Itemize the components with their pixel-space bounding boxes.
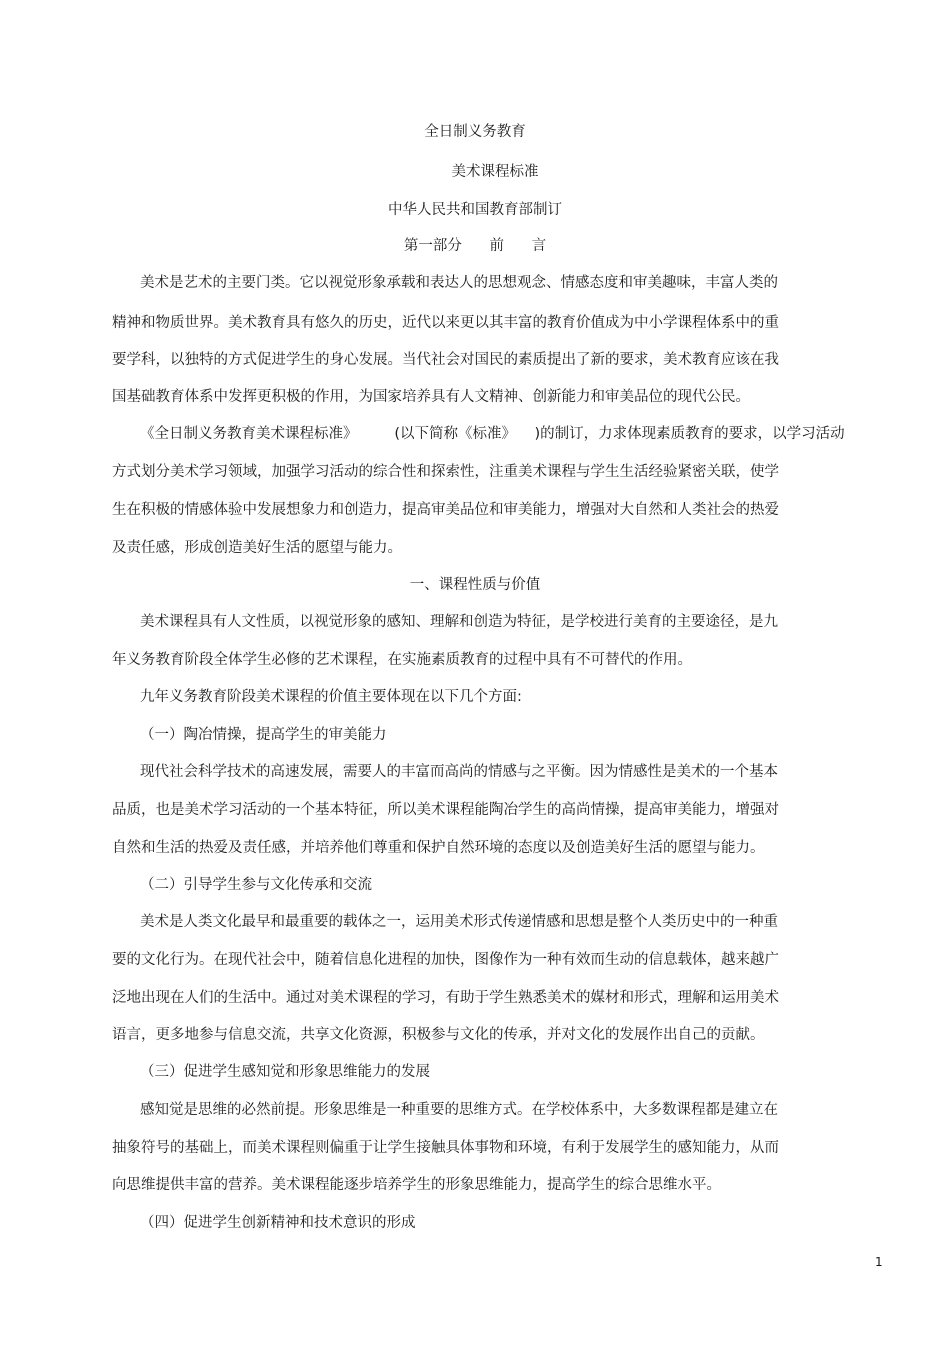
preface-p1-line1: 美术是艺术的主要门类。它以视觉形象承载和表达人的思想观念、情感态度和审美趣味，丰富人类的: [140, 275, 778, 291]
sub2-line3: 泛地出现在人们的生活中。通过对美术课程的学习，有助于学生熟悉美术的媒材和形式，理解和运用美术: [112, 990, 779, 1006]
preface-p1-line4: 国基础教育体系中发挥更积极的作用，为国家培养具有人文精神、创新能力和审美品位的现代公民。: [112, 389, 750, 405]
sub4-heading: （四）促进学生创新精神和技术意识的形成: [140, 1215, 416, 1231]
preface-p2-line2: 方式划分美术学习领域，加强学习活动的综合性和探索性，注重美术课程与学生生活经验紧密关联，使学: [112, 464, 779, 480]
doc-title-line1: 全日制义务教育: [424, 124, 526, 140]
preface-p2-line3: 生在积极的情感体验中发展想象力和创造力，提高审美品位和审美能力，增强对大自然和人类社会的热爱: [112, 502, 779, 518]
sub1-line3: 自然和生活的热爱及责任感，并培养他们尊重和保护自然环境的态度以及创造美好生活的愿望与能力。: [112, 840, 765, 856]
sub2-line1: 美术是人类文化最早和最重要的载体之一，运用美术形式传递情感和思想是整个人类历史中的一种重: [140, 914, 778, 930]
section1-p1-line1: 美术课程具有人文性质，以视觉形象的感知、理解和创造为特征，是学校进行美育的主要途径，是九: [140, 614, 778, 630]
sub1-line2: 品质，也是美术学习活动的一个基本特征，所以美术课程能陶冶学生的高尚情操，提高审美能力，增强对: [112, 802, 779, 818]
preface-p1-line2: 精神和物质世界。美术教育具有悠久的历史，近代以来更以其丰富的教育价值成为中小学课程体系中的重: [112, 315, 779, 331]
part-heading: 第一部分 前 言: [403, 238, 547, 254]
sub1-heading: （一）陶冶情操，提高学生的审美能力: [140, 727, 387, 743]
sub2-line2: 要的文化行为。在现代社会中，随着信息化进程的加快，图像作为一种有效而生动的信息载体，越来越广: [112, 952, 779, 968]
sub3-line3: 向思维提供丰富的营养。美术课程能逐步培养学生的形象思维能力，提高学生的综合思维水平。: [112, 1177, 721, 1193]
preface-p1-line3: 要学科，以独特的方式促进学生的身心发展。当代社会对国民的素质提出了新的要求，美术教育应该在我: [112, 352, 779, 368]
sub3-line2: 抽象符号的基础上，而美术课程则偏重于让学生接触具体事物和环境，有利于发展学生的感知能力，从而: [112, 1140, 779, 1156]
section1-heading: 一、课程性质与价值: [409, 577, 541, 593]
preface-p2-line1: 《全日制义务教育美术课程标准》 (以下简称《标准》 )的制订，力求体现素质教育的要求，以学习活动: [140, 426, 845, 442]
sub2-line4: 语言，更多地参与信息交流，共享文化资源，积极参与文化的传承，并对文化的发展作出自己的贡献。: [112, 1027, 765, 1043]
section1-p2: 九年义务教育阶段美术课程的价值主要体现在以下几个方面:: [140, 689, 522, 705]
doc-title-line2: 美术课程标准: [451, 164, 539, 180]
sub2-heading: （二）引导学生参与文化传承和交流: [140, 877, 372, 893]
sub1-line1: 现代社会科学技术的高速发展，需要人的丰富而高尚的情感与之平衡。因为情感性是美术的一个基本: [140, 764, 778, 780]
doc-title-line3: 中华人民共和国教育部制订: [388, 202, 562, 218]
section1-p1-line2: 年义务教育阶段全体学生必修的艺术课程，在实施素质教育的过程中具有不可替代的作用。: [112, 652, 692, 668]
page-number: 1: [875, 1255, 883, 1269]
sub3-heading: （三）促进学生感知觉和形象思维能力的发展: [140, 1064, 430, 1080]
preface-p2-line4: 及责任感，形成创造美好生活的愿望与能力。: [112, 540, 402, 556]
sub3-line1: 感知觉是思维的必然前提。形象思维是一种重要的思维方式。在学校体系中，大多数课程都是建立在: [140, 1102, 778, 1118]
